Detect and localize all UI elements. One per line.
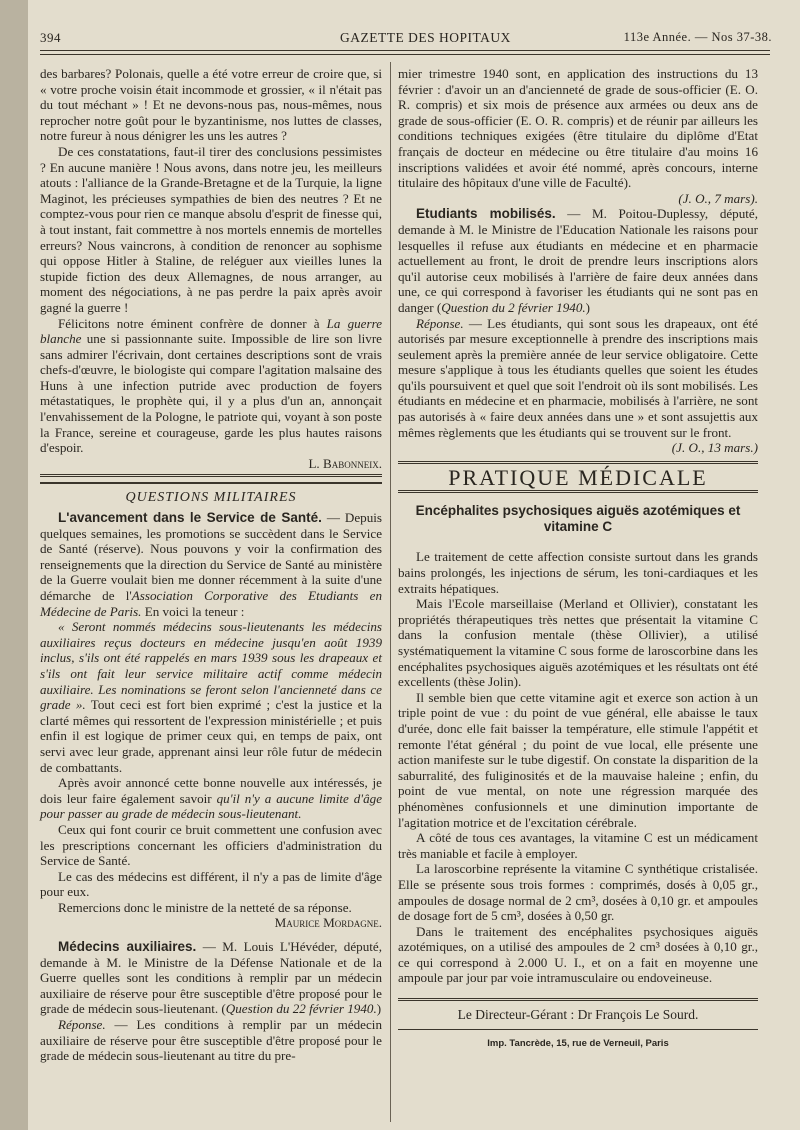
- paragraph: « Seront nommés médecins sous-lieutenants les médecins auxiliaires reçus docteurs en médecine jusqu'en août 1939 inclus, s'ils ont été rappelés en mars 1939 sous les drapeaux et s'ils ont fait leur service militaire actif comme médecin auxiliaire. Les nominations se feront selon l'ancienneté dans ce grade ». Tout ceci est fort bien exprimé ; c'est la justice et la clarté mêmes qui ressortent de l'expression ministérielle ; et puis enfin il est logique de primer ceux qui, en temps de paix, ont servi avec leur grade, apprenant ainsi leur rôle futur de médecin de combattants.: [40, 619, 382, 775]
- paragraph: Félicitons notre éminent confrère de donner à La guerre blanche une si passionnante suite. Impossible de lire son livre sans admirer l'écrivain, dont certaines descriptions sont de vrais chefs-d'œuvre, le biologiste qui compare l'agitation malsaine des Huns à une infection putride avec production de foyers métastatiques, le prophète qui, il y a plus d'un an, annonçait l'envahissement de la Pologne, le patriote qui, voyant à son poste la France, sereine et courageuse, garde les plus hautes raisons d'espoir.: [40, 315, 383, 456]
- author-signature: Maurice Mordagne.: [274, 915, 382, 931]
- paragraph: Réponse. — Les conditions à remplir par un médecin auxiliaire de réserve pour être susceptible d'être proposé pour le grade de médecin sous-lieutenant au titre du pre-: [40, 1017, 382, 1064]
- paragraph: L'avancement dans le Service de Santé. — Depuis quelques semaines, les promotions se succèdent dans le Service de Santé (réserve). Nous pouvons y voir la confirmation des renseignements que la direction du Service de Santé au ministère de la Guerre voulait bien me donner récemment à la suite d'une démarche de l'Association Corporative des Etudiants en Médecine de Paris. En voici la teneur :: [40, 510, 383, 619]
- source-ref: (J. O., 7 mars).: [678, 190, 758, 206]
- paragraph: mier trimestre 1940 sont, en application des instructions du 13 février : d'avoir un an d'ancienneté de grade de sous-officier (E. O. R. compris) et six mois de présence aux armées ou deux ans de grade de sous-officier (E. O. R. compris) et de réunir par ailleurs les conditions techniques exigées (être titulaire du diplôme d'Etat français de docteur en médecine ou être titulaire d'au moins 16 inscriptions validées et avoir été nommé, après concours, interne titulaire des hôpitaux d'une ville de Faculté).: [398, 66, 758, 191]
- paragraph: Le traitement de cette affection consiste surtout dans les grands bains prolongés, les injections de sérum, les toni-cardiaques et les extraits hépatiques.: [398, 549, 758, 596]
- journal-title: GAZETTE DES HOPITAUX: [340, 30, 511, 45]
- paragraph: Médecins auxiliaires. — M. Louis L'Hévéder, député, demande à M. le Ministre de la Défense Nationale et de la Guerre quelles sont les conditions à remplir par un médecin auxiliaire de réserve pour être susceptible d'être proposé pour le grade de médecin sous-lieutenant. (Question du 22 février 1940.): [40, 939, 382, 1017]
- paragraph: A côté de tous ces avantages, la vitamine C est un médicament très maniable et facile à employer.: [398, 830, 758, 861]
- header-rule: [40, 50, 770, 51]
- paragraph: Après avoir annoncé cette bonne nouvelle aux intéressés, je dois leur faire également savoir qu'il n'y a aucune limite d'âge pour passer au grade de médecin sous-lieutenant.: [40, 775, 383, 822]
- left-column: [40, 66, 382, 1064]
- paragraph: Remercions donc le ministre de la netteté de sa réponse.: [58, 899, 352, 915]
- paragraph: Réponse. — Les étudiants, qui sont sous les drapeaux, ont été autorisés par mesure exceptionnelle à prendre des inscriptions mais seulement après la première année de leur service obligatoire. Cette mesure s'applique à tous les étudiants quelles que soient les études qu'ils poursuivent et quel que soit l'endroit où ils sont mobilisés. Les étudiants en médecine et en pharmacie, mobilisés à l'arrière, ne sont pas autorisés à « faire deux années dans une » et sont assujettis aux mêmes règlements que les étudiants qui se trouvent sur le front.: [398, 315, 758, 440]
- paragraph: Mais l'Ecole marseillaise (Merland et Ollivier), constatant les propriétés thérapeutiques très nettes que présentait la vitamine C dans la confusion mentale (thèse Ollivier), a utilisé systématiquement la vitamine C sous forme de laroscorbine dans les encéphalites psychosiques aiguës azotémiques et les résultats ont été excellents (thèse Jolin).: [398, 596, 758, 690]
- scan-margin: [0, 0, 28, 1130]
- director-signature: Le Directeur-Gérant : Dr François Le Sourd.: [398, 998, 758, 1029]
- rule: [398, 490, 758, 493]
- paragraph: La laroscorbine représente la vitamine C synthétique cristalisée. Elle se présente sous trois formes : comprimés, dosés à 0,05 gr., ampoules de dosage normal de 2 cm³, dosées à 0,10 gr. et ampoules de dosage fort de 5 cm³, dosées à 0,50 gr.: [398, 861, 758, 924]
- page-number: 394: [40, 30, 61, 45]
- section-heading: PRATIQUE MÉDICALE: [398, 461, 758, 488]
- imprint: Imp. Tancrède, 15, rue de Verneuil, Paris: [398, 1029, 758, 1052]
- paragraph: De ces constatations, faut-il tirer des conclusions pessimistes ? En aucune manière ! Nous avons, dans notre jeu, les meilleurs atouts : l'alliance de la Grande-Bretagne et de la Turquie, la ligne Maginot, les précieuses sympathies de bien des neutres ? Et ne comptez-vous pour rien ce manque absolu d'esprit de finesse qui, à tout instant, fait commettre à nos mortels ennemis de mortelles erreurs? Nous vaincrons, à condition de renoncer au sophisme qui oppose Hitler à Staline, de reléguer aux vieilles lunes la stupide fiction des deux Allemagnes, de nous arranger, au moment des négociations, à ne pas perdre la paix après avoir gagné la guerre !: [40, 143, 382, 315]
- section-heading: QUESTIONS MILITAIRES: [40, 482, 382, 510]
- page-header: [40, 30, 772, 52]
- right-column: [398, 66, 758, 1051]
- source-ref: (J. O., 13 mars.): [671, 440, 758, 456]
- author-signature: L. Babonneix.: [308, 455, 382, 471]
- paragraph: des barbares? Polonais, quelle a été votre erreur de croire que, si « votre proche voisin était incommode et grossier, « il n'était pas du tout méchant » ! Et ne devons-nous pas, nous-mêmes, nous reprocher notre goût pour le byzantinisme, nos luttes de classes, notre fureur à nous dénigrer les uns les autres ?: [40, 66, 382, 144]
- article-title: Encéphalites psychosiques aiguës azotémiques et vitamine C: [415, 503, 741, 535]
- column-divider: [390, 62, 391, 1122]
- paragraph: Etudiants mobilisés. — M. Poitou-Duplessy, député, demande à M. le Ministre de l'Education Nationale les raisons pour lesquelles il refuse aux étudiants en médecine et en pharmacie actuellement au front, le droit de prendre leurs inscriptions alors qu'il autorise ceux mobilisés à l'arrière de faire deux années dans une, ce qui correspond à favoriser les étudiants qui ne sont pas en danger (Question du 2 février 1940.): [398, 206, 758, 315]
- paragraph: Dans le traitement des encéphalites psychosiques aiguës azotémiques, on a utilisé des ampoules de 2 cm³ dosées à 0,10 gr., ce qui correspond à 2.000 U. I., et on a fait en moyenne une ampoule par jour par voie intramusculaire ou endoveineuse.: [398, 923, 758, 986]
- issue-number: 113e Année. — Nos 37-38.: [623, 30, 772, 44]
- paragraph: Ceux qui font courir ce bruit commettent une confusion avec les prescriptions concernant les officiers d'administration du Service de Santé.: [40, 821, 382, 869]
- header-rule-2: [40, 54, 770, 55]
- paragraph: Le cas des médecins est différent, il n'y a pas de limite d'âge pour eux.: [40, 868, 382, 900]
- paragraph: Il semble bien que cette vitamine agit et exerce son action à un triple point de vue : du point de vue général, elle abaisse le taux d'urée, donc elle fait baisser la température, elle stimule l'appétit et remonte l'état général ; du point de vue local, elle présente une action manifeste sur le tube digestif. On constate la disparition de la saburralité, des fuliginosités et de la mauvaise haleine ; enfin, du point de vue mental, on note une régression marquée des phénomènes confusionnels et une diminution importante de l'agitation motrice et de l'excitation cérébrale.: [398, 689, 758, 830]
- rule: [40, 474, 382, 477]
